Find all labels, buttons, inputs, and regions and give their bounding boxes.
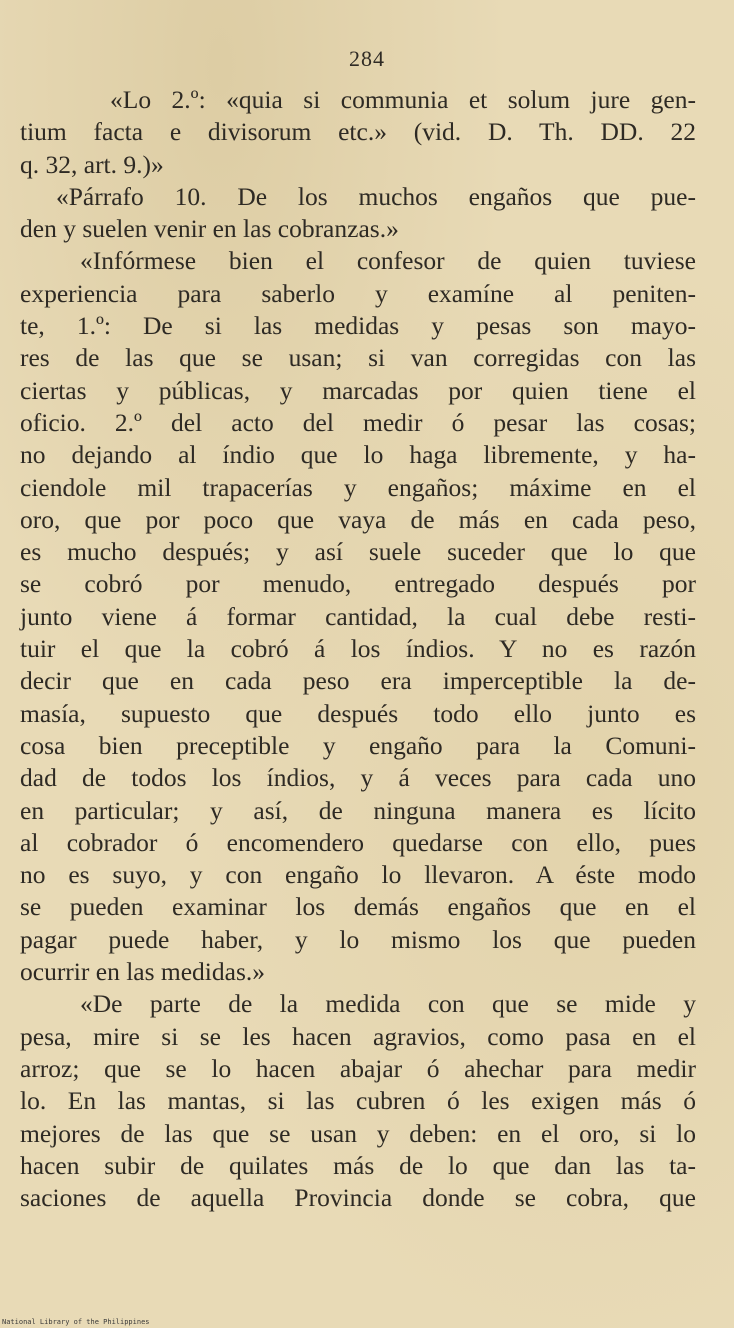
text-line: se pueden examinar los demás engaños que en el	[20, 892, 696, 922]
text-line: «Infórmese bien el confesor de quien tuviese	[80, 246, 696, 276]
text-line: es mucho después; y así suele suceder que lo que	[20, 537, 696, 567]
text-line: cosa bien preceptible y engaño para la Comuni-	[20, 730, 696, 760]
text-line: ciendole mil trapacerías y engaños; máxime en el	[20, 472, 696, 502]
text-line: no dejando al índio que lo haga libremente, y ha-	[20, 440, 696, 470]
text-line: q. 32, art. 9.)»	[20, 149, 164, 179]
text-line: mejores de las que se usan y deben: en el oro, si lo	[20, 1118, 696, 1148]
text-line: ocurrir en las medidas.»	[20, 957, 266, 987]
text-line: den y suelen venir en las cobranzas.»	[20, 214, 399, 244]
text-line: dad de todos los índios, y á veces para cada uno	[20, 763, 696, 793]
body-text	[20, 84, 696, 1214]
text-line: «Párrafo 10. De los muchos engaños que pue-	[56, 181, 696, 211]
text-line: masía, supuesto que después todo ello junto es	[20, 698, 696, 728]
text-line: se cobró por menudo, entregado después por	[20, 569, 696, 599]
text-line: al cobrador ó encomendero quedarse con ello, pues	[20, 827, 696, 857]
text-line: pesa, mire si se les hacen agravios, como pasa en el	[20, 1021, 696, 1051]
text-line: experiencia para saberlo y examíne al peniten-	[20, 278, 696, 308]
text-line: tium facta e divisorum etc.» (vid. D. Th. DD. 22	[20, 117, 696, 147]
text-line: ciertas y públicas, y marcadas por quien tiene el	[20, 375, 696, 405]
text-line: no es suyo, y con engaño lo llevaron. A éste modo	[20, 860, 696, 890]
text-line: «De parte de la medida con que se mide y	[80, 989, 696, 1019]
text-line: «Lo 2.º: «quia si communia et solum jure gen-	[110, 85, 696, 114]
text-line: junto viene á formar cantidad, la cual debe resti-	[20, 601, 696, 631]
text-line: oficio. 2.º del acto del medir ó pesar las cosas;	[20, 407, 696, 437]
text-line: decir que en cada peso era imperceptible la de-	[20, 666, 696, 696]
text-line: saciones de aquella Provincia donde se cobra, que	[20, 1183, 696, 1213]
page-number: 284	[349, 46, 385, 71]
text-line: arroz; que se lo hacen abajar ó ahechar para medir	[20, 1053, 696, 1083]
text-line: lo. En las mantas, si las cubren ó les exigen más ó	[20, 1086, 696, 1116]
text-line: te, 1.º: De si las medidas y pesas son mayo-	[20, 311, 696, 341]
text-line: en particular; y así, de ninguna manera es lícito	[20, 795, 696, 825]
library-footer: National Library of the Philippines	[2, 1318, 150, 1326]
text-line: hacen subir de quilates más de lo que dan las ta-	[20, 1150, 696, 1180]
text-line: oro, que por poco que vaya de más en cada peso,	[20, 504, 696, 534]
text-line: pagar puede haber, y lo mismo los que pueden	[20, 924, 696, 954]
text-line: tuir el que la cobró á los índios. Y no es razón	[20, 634, 696, 664]
text-line: res de las que se usan; si van corregidas con las	[20, 343, 696, 373]
